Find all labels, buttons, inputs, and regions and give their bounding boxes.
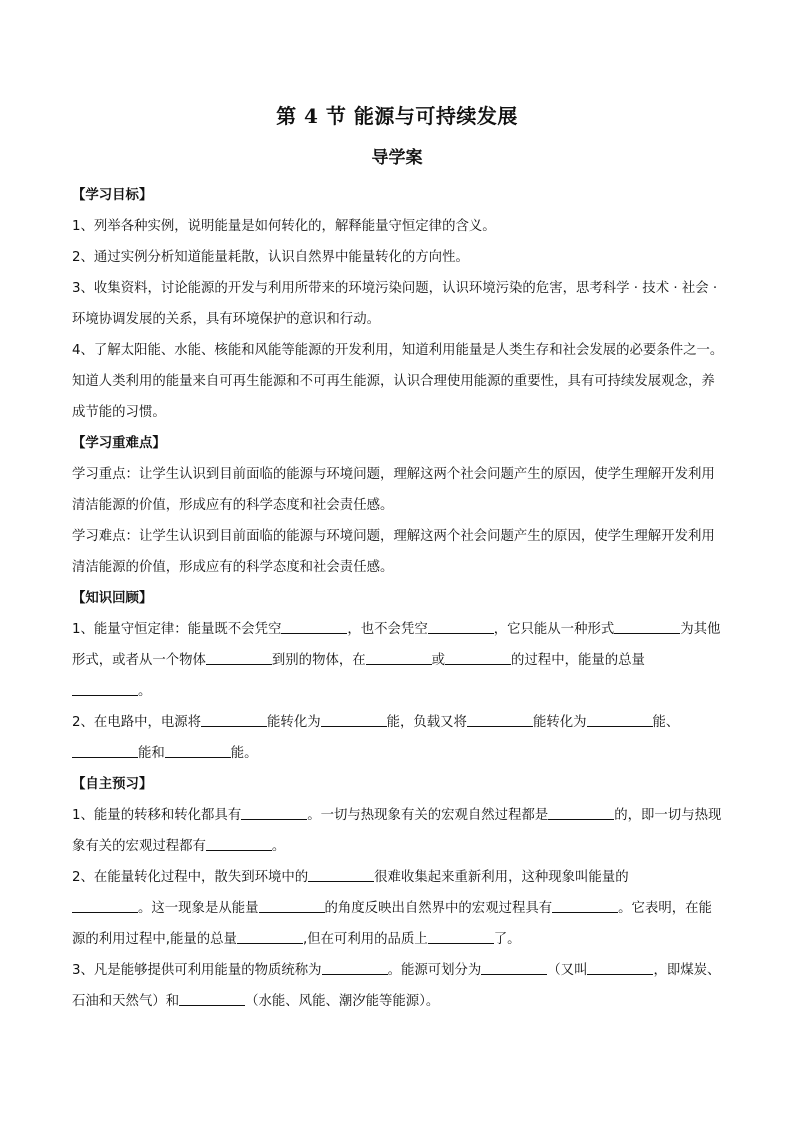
fill-blank[interactable]	[72, 681, 138, 696]
fill-blank[interactable]	[308, 867, 374, 882]
fill-blank[interactable]	[72, 743, 138, 758]
fill-blank[interactable]	[241, 805, 307, 820]
fill-blank[interactable]	[206, 836, 272, 851]
preview-question-1	[72, 800, 724, 862]
fill-blank[interactable]	[206, 650, 272, 665]
text-segment: 3、凡是能够提供可利用能量的物质统称为	[72, 963, 322, 978]
text-segment: （又叫	[547, 963, 588, 978]
text-segment: 。一切与热现象有关的宏观自然过程都是	[307, 808, 549, 823]
text-segment: 1、能量的转移和转化都具有	[72, 808, 242, 823]
text-segment: ,但在可利用的品质上	[302, 932, 428, 947]
preview-question-2	[72, 862, 724, 955]
fill-blank[interactable]	[587, 712, 653, 727]
text-segment: 。它表明，在能源的利用过程中,能量的总量	[72, 901, 712, 947]
objective-item: 3、收集资料，讨论能源的开发与利用所带来的环境污染问题，认识环境污染的危害，思考科学 · 技术 · 社会 · 环境协调发展的关系，具有环境保护的意识和行动。	[72, 281, 718, 327]
objectives-heading: 【学习目标】	[72, 188, 153, 203]
fill-blank[interactable]	[428, 619, 494, 634]
text-segment: 能、	[652, 715, 680, 730]
text-segment: 为其他形式，或者从一个物体	[72, 622, 721, 668]
text-segment: 能，负载又将	[386, 715, 467, 730]
objective-item: 4、了解太阳能、水能、核能和风能等能源的开发利用，知道利用能量是人类生存和社会发展的必要条件之一。知道人类利用的能量来自可再生能源和不可再生能源，认识合理使用能源的重要性，具有可持续发展观念，养成节能的习惯。	[72, 343, 724, 420]
review-heading: 【知识回顾】	[72, 591, 153, 606]
text-segment: 2、在电路中，电源将	[72, 715, 202, 730]
fill-blank[interactable]	[467, 712, 533, 727]
text-segment: 了。	[493, 932, 521, 947]
text-segment: 。	[138, 684, 152, 699]
document-body	[72, 180, 724, 1017]
text-segment: 的过程中，能量的总量	[511, 653, 645, 668]
text-segment: 。能源可划分为	[387, 963, 482, 978]
text-segment: ，也不会凭空	[347, 622, 428, 637]
fill-blank[interactable]	[201, 712, 267, 727]
fill-blank[interactable]	[165, 743, 231, 758]
fill-blank[interactable]	[72, 898, 138, 913]
text-segment: 。	[271, 839, 286, 854]
key-point-difficulty: 学习难点：让学生认识到目前面临的能源与环境问题，理解这两个社会问题产生的原因，使学生理解开发利用清洁能源的价值，形成应有的科学态度和社会责任感。	[72, 529, 715, 575]
text-segment: 。这一现象是从能量	[138, 901, 259, 916]
fill-blank[interactable]	[281, 619, 347, 634]
preview-heading: 【自主预习】	[72, 777, 153, 792]
fill-blank[interactable]	[614, 619, 680, 634]
text-segment: 2、在能量转化过程中，散失到环境中的	[72, 870, 309, 885]
preview-question-3	[72, 955, 724, 1017]
fill-blank[interactable]	[587, 960, 653, 975]
page-subtitle: 导学案	[371, 148, 423, 168]
fill-blank[interactable]	[428, 929, 494, 944]
page-title: 第 4 节 能源与可持续发展	[276, 104, 518, 128]
text-segment: ，即煤炭、石油和天然气）和	[72, 963, 721, 1009]
fill-blank[interactable]	[321, 712, 387, 727]
text-segment: 能和	[138, 746, 165, 761]
fill-blank[interactable]	[366, 650, 432, 665]
fill-blank[interactable]	[445, 650, 511, 665]
text-segment: （水能、风能、潮汐能等能源）。	[245, 994, 440, 1009]
text-segment: 能转化为	[532, 715, 587, 730]
text-segment: 或	[431, 653, 446, 668]
fill-blank[interactable]	[552, 898, 618, 913]
text-segment: 能。	[230, 746, 258, 761]
text-segment: 1、能量守恒定律：能量既不会凭空	[72, 622, 282, 637]
text-segment: 很难收集起来重新利用，这种现象叫能量的	[374, 870, 629, 885]
text-segment: ，它只能从一种形式	[493, 622, 615, 637]
review-question-2	[72, 707, 724, 769]
key-point-focus: 学习重点：让学生认识到目前面临的能源与环境问题，理解这两个社会问题产生的原因，使学生理解开发利用清洁能源的价值，形成应有的科学态度和社会责任感。	[72, 467, 715, 513]
text-segment: 到别的物体，在	[271, 653, 366, 668]
fill-blank[interactable]	[548, 805, 614, 820]
fill-blank[interactable]	[237, 929, 303, 944]
fill-blank[interactable]	[179, 991, 245, 1006]
review-question-1	[72, 614, 724, 707]
fill-blank[interactable]	[481, 960, 547, 975]
objective-item: 1、列举各种实例，说明能量是如何转化的，解释能量守恒定律的含义。	[72, 219, 496, 234]
text-segment: 能转化为	[267, 715, 321, 730]
fill-blank[interactable]	[322, 960, 388, 975]
key-points-heading: 【学习重难点】	[72, 436, 166, 451]
fill-blank[interactable]	[259, 898, 325, 913]
text-segment: 的，即一切与热现象有关的宏观过程都有	[72, 808, 722, 854]
text-segment: 的角度反映出自然界中的宏观过程具有	[324, 901, 553, 916]
objective-item: 2、通过实例分析知道能量耗散，认识自然界中能量转化的方向性。	[72, 250, 469, 265]
